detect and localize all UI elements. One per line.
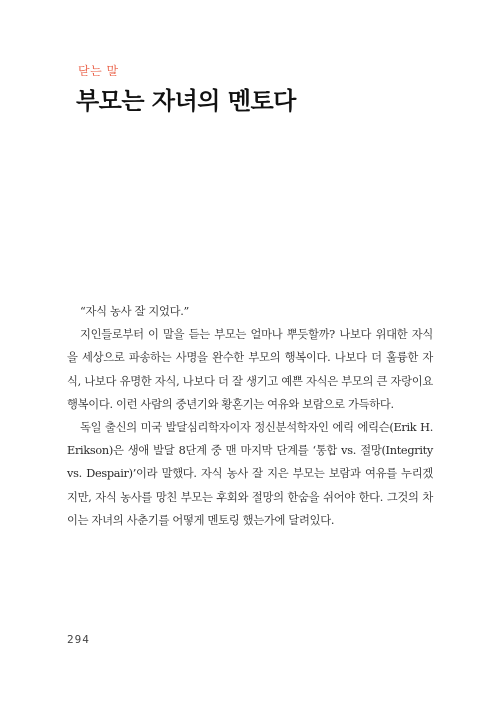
- opening-quote: “자식 농사 잘 지었다.”: [80, 305, 190, 318]
- paragraph: 지인들로부터 이 말을 듣는 부모는 얼마나 뿌듯할까? 나보다 위대한 자식을 세상으로 파송하는 사명을 완수한 부모의 행복이다. 나보다 더 훌륭한 자식, 나보다 유명한 자식, 나보다 더 잘 생기고 예쁜 자식은 부모의 큰 자랑이요 행복이다. 이런 사람의 중년기와 황혼기는 여유와 보람으로 가득하다.: [67, 328, 433, 411]
- paragraph: 독일 출신의 미국 발달심리학자이자 정신분석학자인 에릭 에릭슨(Erik H. Erikson)은 생애 발달 8단계 중 맨 마지막 단계를 ‘통합 vs. 절망(Integrity vs. Despair)’이라 말했다. 자식 농사 잘 지은 부모는 보람과 여유를 누리겠지만, 자식 농사를 망친 부모는 후회와 절망의 한숨을 쉬어야 한다. 그것의 차이는 자녀의 사춘기를 어떻게 멘토링 했는가에 달려있다.: [67, 421, 433, 527]
- body-text: [67, 300, 433, 532]
- chapter-title: 부모는 자녀의 멘토다: [76, 87, 296, 115]
- page-number: 294: [67, 633, 90, 646]
- section-label: 닫는 말: [78, 64, 119, 78]
